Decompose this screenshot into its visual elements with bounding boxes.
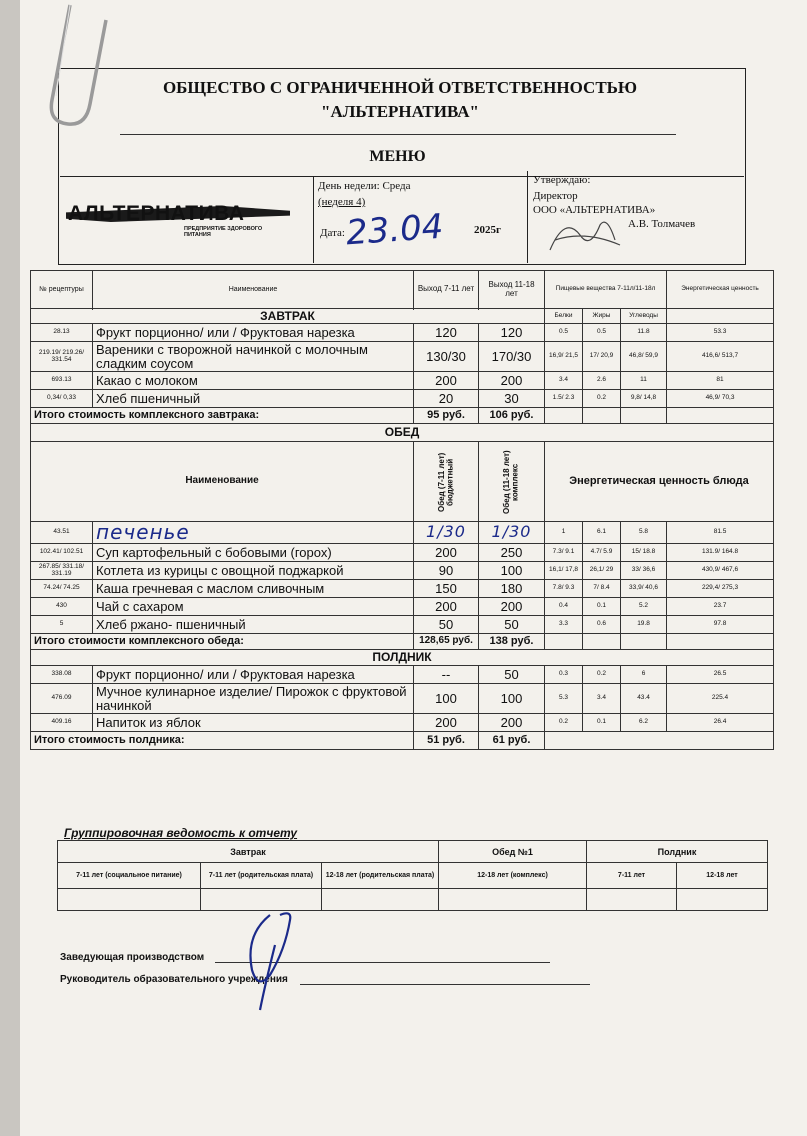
snack-cell-f: 0.2 bbox=[583, 666, 621, 684]
lunch-cell-e: 131.9/ 164.8 bbox=[667, 544, 774, 562]
grouping-b2: 7-11 лет (родительская плата) bbox=[201, 863, 322, 889]
lunch-cell-q2: 50 bbox=[479, 616, 545, 634]
breakfast-cell-e: 81 bbox=[667, 372, 774, 390]
breakfast-total1: 95 руб. bbox=[414, 408, 479, 424]
snack-row bbox=[31, 684, 774, 714]
lunch-total1: 128,65 руб. bbox=[414, 634, 479, 650]
snack-rows bbox=[31, 666, 774, 732]
weekday-label: День недели: Среда bbox=[318, 180, 411, 192]
lunch-col-energy: Энергетическая ценность блюда bbox=[545, 442, 774, 522]
lunch-cell-q2: 1/30 bbox=[479, 522, 545, 544]
lunch-cell-q1: 150 bbox=[414, 580, 479, 598]
grouping-empty-row bbox=[58, 889, 768, 911]
lunch-cell-f: 0.6 bbox=[583, 616, 621, 634]
breakfast-cell-f: 17/ 20,9 bbox=[583, 342, 621, 372]
snack-total1: 51 руб. bbox=[414, 732, 479, 750]
lunch-row bbox=[31, 580, 774, 598]
lunch-header-row bbox=[31, 442, 774, 522]
col-name: Наименование bbox=[93, 271, 414, 309]
lunch-cell-name: Каша гречневая с маслом сливочным bbox=[93, 580, 414, 598]
date-handwritten: 23.04 bbox=[344, 206, 445, 254]
breakfast-cell-c: 11.8 bbox=[621, 324, 667, 342]
breakfast-cell-q1: 20 bbox=[414, 390, 479, 408]
breakfast-cell-e: 53.3 bbox=[667, 324, 774, 342]
lunch-cell-name: Чай с сахаром bbox=[93, 598, 414, 616]
breakfast-cell-f: 2.6 bbox=[583, 372, 621, 390]
snack-cell-q1: 200 bbox=[414, 714, 479, 732]
lunch-cell-p: 0.4 bbox=[545, 598, 583, 616]
header-vline2 bbox=[527, 171, 528, 263]
breakfast-cell-name: Фрукт порционно/ или / Фруктовая нарезка bbox=[93, 324, 414, 342]
breakfast-total-label: Итого стоимость комплексного завтрака: bbox=[31, 408, 414, 424]
lunch-cell-f: 7/ 8.4 bbox=[583, 580, 621, 598]
approve-line1: Утверждаю: bbox=[533, 174, 591, 186]
breakfast-cell-q1: 120 bbox=[414, 324, 479, 342]
snack-total2: 61 руб. bbox=[479, 732, 545, 750]
lunch-col-out2: Обед (11-18 лет) комплекс bbox=[502, 449, 520, 514]
breakfast-row bbox=[31, 324, 774, 342]
head-signature-line bbox=[300, 984, 590, 985]
breakfast-cell-no: 28.13 bbox=[31, 324, 93, 342]
col-protein: Белки bbox=[545, 309, 583, 324]
approve-name: А.В. Толмачев bbox=[628, 218, 696, 230]
lunch-cell-c: 5.2 bbox=[621, 598, 667, 616]
breakfast-total-row bbox=[31, 408, 774, 424]
snack-cell-c: 6.2 bbox=[621, 714, 667, 732]
lunch-cell-no: 43.51 bbox=[31, 522, 93, 544]
breakfast-row bbox=[31, 342, 774, 372]
breakfast-row bbox=[31, 372, 774, 390]
lunch-cell-f: 26,1/ 29 bbox=[583, 562, 621, 580]
breakfast-cell-f: 0.5 bbox=[583, 324, 621, 342]
lunch-cell-e: 81.5 bbox=[667, 522, 774, 544]
lunch-row bbox=[31, 562, 774, 580]
lunch-cell-e: 23.7 bbox=[667, 598, 774, 616]
breakfast-cell-c: 9,8/ 14,8 bbox=[621, 390, 667, 408]
col-out2: Выход 11-18 лет bbox=[479, 271, 545, 309]
breakfast-header-row bbox=[31, 271, 774, 309]
date-label: Дата: bbox=[320, 227, 345, 239]
lunch-cell-c: 19.8 bbox=[621, 616, 667, 634]
breakfast-cell-name: Хлеб пшеничный bbox=[93, 390, 414, 408]
lunch-col-out2-cell bbox=[479, 442, 545, 522]
snack-total-label: Итого стоимость полдника: bbox=[31, 732, 414, 750]
menu-table bbox=[30, 270, 774, 750]
breakfast-cell-c: 11 bbox=[621, 372, 667, 390]
snack-cell-name: Фрукт порционно/ или / Фруктовая нарезка bbox=[93, 666, 414, 684]
breakfast-cell-no: 0,34/ 0,33 bbox=[31, 390, 93, 408]
lunch-cell-name: печенье bbox=[93, 522, 414, 544]
lunch-cell-no: 5 bbox=[31, 616, 93, 634]
breakfast-cell-e: 416,6/ 513,7 bbox=[667, 342, 774, 372]
breakfast-cell-f: 0.2 bbox=[583, 390, 621, 408]
lunch-col-out1-cell bbox=[414, 442, 479, 522]
breakfast-cell-e: 46,9/ 70,3 bbox=[667, 390, 774, 408]
snack-cell-q2: 50 bbox=[479, 666, 545, 684]
snack-cell-name: Мучное кулинарное изделие/ Пирожок с фруктовой начинкой bbox=[93, 684, 414, 714]
col-recipe-no: № рецептуры bbox=[31, 271, 93, 309]
lunch-cell-q2: 100 bbox=[479, 562, 545, 580]
lunch-cell-c: 33/ 36,6 bbox=[621, 562, 667, 580]
lunch-cell-no: 267.85/ 331.18/ 331.19 bbox=[31, 562, 93, 580]
snack-cell-f: 3.4 bbox=[583, 684, 621, 714]
lunch-cell-name: Хлеб ржано- пшеничный bbox=[93, 616, 414, 634]
breakfast-cell-no: 693.13 bbox=[31, 372, 93, 390]
breakfast-cell-q2: 120 bbox=[479, 324, 545, 342]
snack-cell-no: 409.16 bbox=[31, 714, 93, 732]
lunch-cell-p: 1 bbox=[545, 522, 583, 544]
paperclip-icon bbox=[40, 0, 110, 130]
breakfast-rows bbox=[31, 324, 774, 408]
lunch-cell-e: 430,9/ 467,6 bbox=[667, 562, 774, 580]
lunch-cell-q1: 200 bbox=[414, 598, 479, 616]
lunch-total-row bbox=[31, 634, 774, 650]
snack-cell-q1: -- bbox=[414, 666, 479, 684]
logo-subtitle: ПРЕДПРИЯТИЕ ЗДОРОВОГО ПИТАНИЯ bbox=[184, 226, 263, 238]
lunch-row bbox=[31, 544, 774, 562]
lunch-cell-e: 97.8 bbox=[667, 616, 774, 634]
approve-line2: Директор bbox=[533, 190, 578, 202]
snack-cell-q2: 100 bbox=[479, 684, 545, 714]
breakfast-cell-q1: 130/30 bbox=[414, 342, 479, 372]
lunch-section-title: ОБЕД bbox=[31, 424, 774, 442]
snack-cell-p: 0.2 bbox=[545, 714, 583, 732]
lunch-cell-f: 6.1 bbox=[583, 522, 621, 544]
lunch-cell-f: 4.7/ 5.9 bbox=[583, 544, 621, 562]
director-signature bbox=[545, 210, 625, 260]
breakfast-cell-name: Какао с молоком bbox=[93, 372, 414, 390]
col-nutrients: Пищевые вещества 7-11л/11-18л bbox=[545, 271, 667, 309]
lunch-section-row bbox=[31, 424, 774, 442]
lunch-cell-f: 0.1 bbox=[583, 598, 621, 616]
manager-signature-label: Заведующая производством bbox=[60, 952, 205, 963]
breakfast-cell-c: 46,8/ 59,9 bbox=[621, 342, 667, 372]
snack-cell-c: 6 bbox=[621, 666, 667, 684]
snack-cell-no: 476.09 bbox=[31, 684, 93, 714]
grouping-s1: 7-11 лет bbox=[587, 863, 677, 889]
lunch-total2: 138 руб. bbox=[479, 634, 545, 650]
lunch-cell-c: 33,9/ 40,6 bbox=[621, 580, 667, 598]
lunch-cell-p: 16,1/ 17,8 bbox=[545, 562, 583, 580]
snack-cell-q1: 100 bbox=[414, 684, 479, 714]
snack-section-row bbox=[31, 650, 774, 666]
snack-cell-e: 225.4 bbox=[667, 684, 774, 714]
lunch-total-label: Итого стоимости комплексного обеда: bbox=[31, 634, 414, 650]
approve-line3: ООО «АЛЬТЕРНАТИВА» bbox=[533, 204, 656, 216]
lunch-cell-q1: 1/30 bbox=[414, 522, 479, 544]
snack-section-title: ПОЛДНИК bbox=[31, 650, 774, 666]
grouping-s2: 12-18 лет bbox=[677, 863, 768, 889]
org-name-line2: "АЛЬТЕРНАТИВА" bbox=[321, 102, 479, 121]
breakfast-cell-q2: 170/30 bbox=[479, 342, 545, 372]
lunch-col-name: Наименование bbox=[31, 442, 414, 522]
manager-signature bbox=[230, 905, 320, 1015]
breakfast-cell-p: 16,9/ 21,5 bbox=[545, 342, 583, 372]
breakfast-cell-name: Вареники с творожной начинкой с молочным сладким соусом bbox=[93, 342, 414, 372]
org-name-line1: ОБЩЕСТВО С ОГРАНИЧЕННОЙ ОТВЕТСТВЕННОСТЬЮ bbox=[162, 78, 638, 97]
breakfast-cell-q2: 200 bbox=[479, 372, 545, 390]
col-out1: Выход 7-11 лет bbox=[414, 271, 479, 309]
lunch-row bbox=[31, 598, 774, 616]
grouping-title: Группировочная ведомость к отчету bbox=[64, 826, 298, 840]
lunch-row bbox=[31, 522, 774, 544]
snack-row bbox=[31, 666, 774, 684]
header-rule bbox=[120, 134, 676, 135]
grouping-l1: 12-18 лет (комплекс) bbox=[439, 863, 587, 889]
lunch-cell-c: 5.8 bbox=[621, 522, 667, 544]
col-carbs: Углеводы bbox=[621, 309, 667, 324]
breakfast-total2: 106 руб. bbox=[479, 408, 545, 424]
snack-cell-p: 0.3 bbox=[545, 666, 583, 684]
lunch-cell-q2: 250 bbox=[479, 544, 545, 562]
snack-cell-name: Напиток из яблок bbox=[93, 714, 414, 732]
lunch-col-out1: Обед (7-11 лет) бюджетный bbox=[436, 451, 454, 512]
breakfast-cell-q1: 200 bbox=[414, 372, 479, 390]
company-logo bbox=[66, 198, 290, 248]
grouping-b3: 12-18 лет (родительская плата) bbox=[322, 863, 439, 889]
lunch-cell-no: 102.41/ 102.51 bbox=[31, 544, 93, 562]
snack-cell-f: 0.1 bbox=[583, 714, 621, 732]
lunch-rows bbox=[31, 522, 774, 634]
snack-total-row bbox=[31, 732, 774, 750]
lunch-cell-name: Суп картофельный с бобовыми (горох) bbox=[93, 544, 414, 562]
grouping-lunch: Обед №1 bbox=[439, 841, 587, 863]
lunch-row bbox=[31, 616, 774, 634]
week-label: (неделя 4) bbox=[318, 196, 366, 208]
lunch-cell-q1: 50 bbox=[414, 616, 479, 634]
header-vline1 bbox=[313, 177, 314, 263]
year-label: 2025г bbox=[474, 224, 501, 236]
grouping-sub-row bbox=[58, 863, 768, 889]
grouping-b1: 7-11 лет (социальное питание) bbox=[58, 863, 201, 889]
breakfast-cell-p: 3.4 bbox=[545, 372, 583, 390]
breakfast-section-row bbox=[31, 309, 774, 324]
lunch-cell-q1: 90 bbox=[414, 562, 479, 580]
breakfast-cell-p: 0.5 bbox=[545, 324, 583, 342]
breakfast-cell-p: 1.5/ 2.3 bbox=[545, 390, 583, 408]
snack-cell-e: 26.5 bbox=[667, 666, 774, 684]
lunch-cell-c: 15/ 18.8 bbox=[621, 544, 667, 562]
lunch-cell-p: 3.3 bbox=[545, 616, 583, 634]
snack-cell-no: 338.08 bbox=[31, 666, 93, 684]
lunch-cell-q2: 200 bbox=[479, 598, 545, 616]
breakfast-section-title: ЗАВТРАК bbox=[31, 309, 545, 324]
grouping-header-row bbox=[58, 841, 768, 863]
col-fat: Жиры bbox=[583, 309, 621, 324]
header-divider bbox=[60, 176, 744, 177]
lunch-cell-name: Котлета из курицы с овощной поджаркой bbox=[93, 562, 414, 580]
lunch-cell-no: 74.24/ 74.25 bbox=[31, 580, 93, 598]
logo-text: АЛЬТЕРНАТИВА bbox=[68, 202, 245, 225]
breakfast-cell-q2: 30 bbox=[479, 390, 545, 408]
head-signature-label: Руководитель образовательного учреждения bbox=[60, 974, 288, 985]
lunch-cell-q2: 180 bbox=[479, 580, 545, 598]
breakfast-cell-no: 219.19/ 219.26/ 331.54 bbox=[31, 342, 93, 372]
snack-row bbox=[31, 714, 774, 732]
lunch-cell-no: 430 bbox=[31, 598, 93, 616]
snack-cell-p: 5.3 bbox=[545, 684, 583, 714]
lunch-cell-q1: 200 bbox=[414, 544, 479, 562]
grouping-snack: Полдник bbox=[587, 841, 768, 863]
lunch-cell-p: 7.3/ 9.1 bbox=[545, 544, 583, 562]
doc-title: МЕНЮ bbox=[369, 148, 426, 165]
lunch-cell-p: 7.8/ 9.3 bbox=[545, 580, 583, 598]
lunch-cell-e: 229,4/ 275,3 bbox=[667, 580, 774, 598]
grouping-breakfast: Завтрак bbox=[58, 841, 439, 863]
breakfast-row bbox=[31, 390, 774, 408]
col-energy: Энергетическая ценность bbox=[667, 271, 774, 309]
snack-cell-q2: 200 bbox=[479, 714, 545, 732]
snack-cell-c: 43.4 bbox=[621, 684, 667, 714]
grouping-table bbox=[57, 840, 768, 911]
snack-cell-e: 26.4 bbox=[667, 714, 774, 732]
